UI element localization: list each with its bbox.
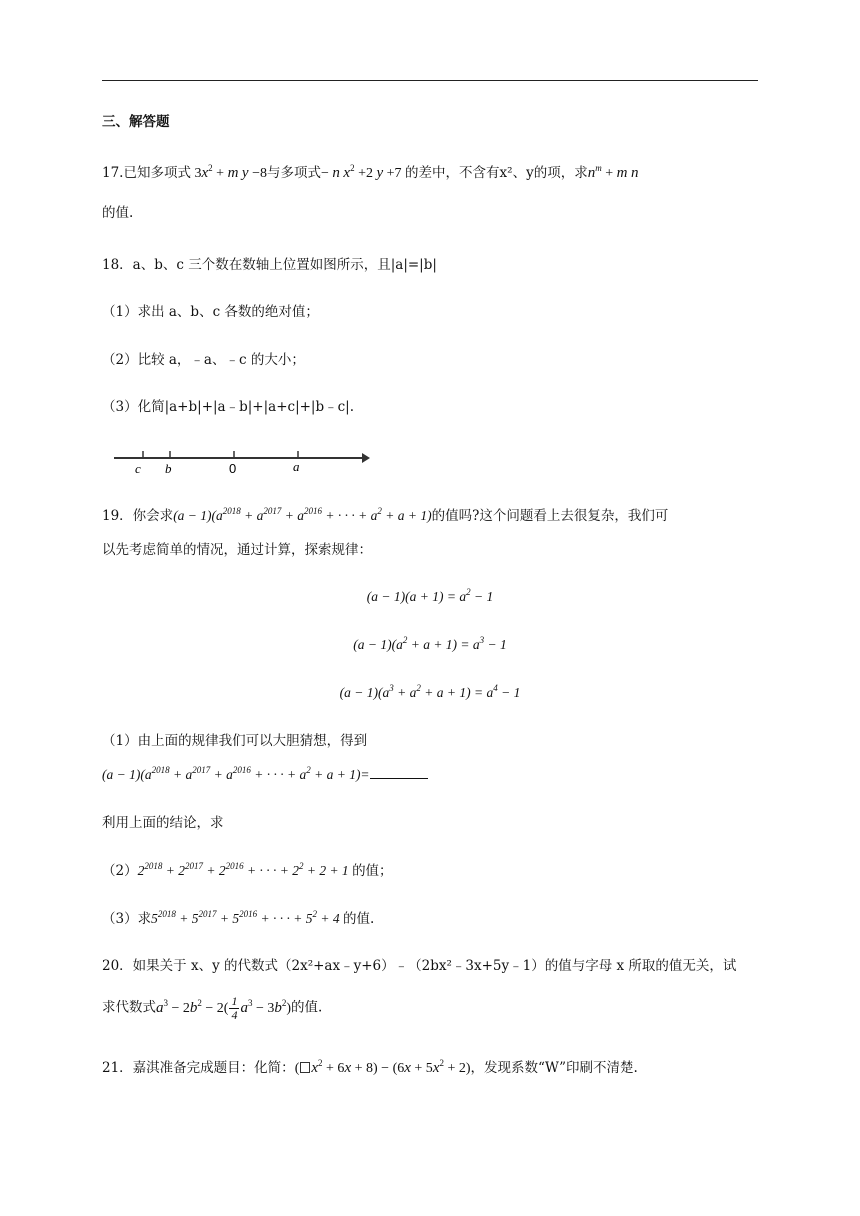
q19-p3-expr: $5^{2018} + 5^{2017} + 5^{2016}$ + · · · + $5^2 + 4$ bbox=[151, 909, 343, 926]
number-line-arrow bbox=[362, 453, 370, 463]
question-18-part-3: （3）化简|a+b|+|a﹣b|+|a+c|+|b﹣c|. bbox=[102, 399, 355, 415]
pattern-equation-1: $(a - 1)(a + 1) = a^2 - 1$ bbox=[366, 587, 494, 604]
axis-label-a: a bbox=[293, 459, 300, 474]
fraction-one-quarter: $\frac{1}{4}$ bbox=[231, 994, 238, 1022]
question-21 bbox=[102, 1058, 638, 1079]
axis-label-c: c bbox=[135, 461, 141, 476]
question-19-line-1 bbox=[102, 506, 668, 526]
q17-expr2: − n $x^2 +2$ y +7 bbox=[320, 163, 406, 181]
axis-label-b: b bbox=[165, 461, 172, 476]
q17-ask-expr: $n^m + m$ n bbox=[587, 163, 639, 181]
question-19-part-1: （1）由上面的规律我们可以大胆猜想，得到 bbox=[102, 733, 368, 749]
header-rule bbox=[102, 80, 758, 81]
q17-tail: 的差中，不含有x²、y的项，求 bbox=[405, 165, 588, 181]
q17-expr1: $3x^2 + m$ y −8 bbox=[190, 163, 267, 181]
q19-p2-tail: 的值； bbox=[352, 863, 393, 879]
blank-box-icon bbox=[300, 1062, 310, 1073]
q19-tail: 的值吗?这个问题看上去很复杂，我们可 bbox=[431, 508, 669, 524]
q17-mid: 与多项式 bbox=[266, 165, 321, 181]
q19-p1-expr: $(a - 1)(a^{2018} + a^{2017} + a^{2016}$ + · · · + $a^2 + a + 1)=$ bbox=[102, 765, 370, 782]
question-18-part-1: （1）求出 a、b、c 各数的绝对值； bbox=[102, 304, 319, 320]
question-20-line-2 bbox=[102, 995, 322, 1022]
question-19-use-text: 利用上面的结论，求 bbox=[102, 815, 224, 831]
answer-blank bbox=[370, 766, 428, 779]
question-17-line-2: 的值. bbox=[102, 205, 134, 221]
q20-expr: $a^3 - 2b^2 - 2$( $\frac{1}{4}$ $a^3 - 3b^2$) bbox=[156, 994, 292, 1022]
q21-expr: ( $x^2 + 6x + 8) - (6x + 5x^2 + 2)$ bbox=[294, 1058, 471, 1076]
q19-p3-tail: 的值. bbox=[342, 911, 375, 927]
section-title: 三、解答题 bbox=[102, 114, 170, 130]
q20-tail: 的值. bbox=[291, 999, 323, 1016]
pattern-equation-2: $(a - 1)(a^2 + a + 1) = a^3 - 1$ bbox=[353, 635, 507, 652]
number-line-figure bbox=[112, 446, 372, 476]
q19-num: 19．你会求 bbox=[102, 508, 174, 524]
q21-prefix: 21．嘉淇准备完成题目：化简： bbox=[102, 1060, 295, 1076]
q20-prefix: 求代数式 bbox=[102, 999, 156, 1016]
question-18-stem: 18．a、b、c 三个数在数轴上位置如图所示，且|a|=|b| bbox=[102, 257, 437, 273]
q19-p2-prefix: （2） bbox=[102, 863, 138, 879]
q19-expr: $(a - 1)(a^{2018} + a^{2017} + a^{2016}$ + · · · + $a^2 + a + 1$) bbox=[173, 506, 432, 523]
question-19-part-3 bbox=[102, 909, 374, 929]
q19-p3-prefix: （3）求 bbox=[102, 911, 152, 927]
question-20-line-1: 20．如果关于 x、y 的代数式（2x²+ax﹣y+6）﹣（2bx²﹣3x+5y﹣1）的值与字母 x 所取的值无关，试 bbox=[102, 958, 737, 974]
question-19-part-2 bbox=[102, 861, 393, 881]
pattern-equation-3: $(a - 1)(a^3 + a^2 + a + 1) = a^4 - 1$ bbox=[339, 683, 521, 700]
q17-prefix: 17.已知多项式 bbox=[102, 165, 191, 181]
question-19-part-1-expr bbox=[102, 765, 428, 785]
q21-tail: ，发现系数“W”印刷不清楚. bbox=[470, 1060, 638, 1076]
q19-p2-expr: $2^{2018} + 2^{2017} + 2^{2016}$ + · · · + $2^2 + 2 + 1$ bbox=[137, 861, 353, 878]
axis-label-0: 0 bbox=[229, 461, 237, 476]
question-19-line-2: 以先考虑简单的情况，通过计算，探索规律： bbox=[102, 542, 372, 558]
question-17-line-1 bbox=[102, 163, 638, 184]
question-18-part-2: （2）比较 a，﹣a、﹣c 的大小； bbox=[102, 352, 305, 368]
